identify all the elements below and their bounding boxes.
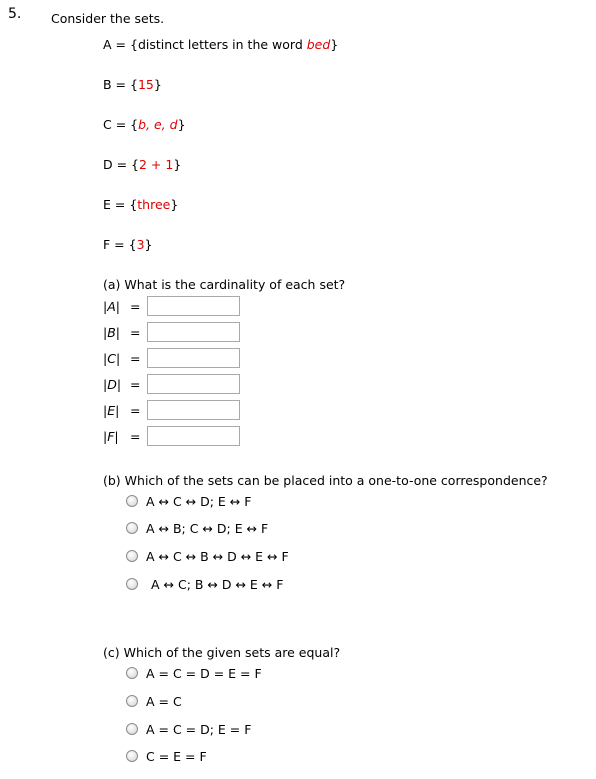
set-c-value: b, e, d (138, 117, 178, 132)
part-b-option-1: A ↔ C ↔ D; E ↔ F (146, 494, 252, 509)
set-d-suffix: } (173, 157, 182, 172)
cardinality-input-f[interactable] (147, 426, 240, 446)
cardinality-input-e[interactable] (147, 400, 240, 420)
part-c-option-2: A = C (146, 694, 182, 709)
cardinality-label-c: |C| (103, 351, 121, 366)
set-b-definition (103, 77, 162, 92)
set-b-value: 15 (137, 77, 154, 92)
cardinality-input-c[interactable] (147, 348, 240, 368)
cardinality-input-b[interactable] (147, 322, 240, 342)
part-c-radio-4[interactable] (126, 750, 138, 762)
part-c-option-4: C = E = F (146, 749, 207, 764)
set-d-prefix: D = { (103, 157, 139, 172)
set-e-prefix: E = { (103, 197, 138, 212)
equals-sign: = (130, 429, 141, 444)
set-a-value: bed (306, 37, 331, 52)
set-c-suffix: } (177, 117, 186, 132)
question-intro: Consider the sets. (51, 11, 165, 26)
cardinality-label-e: |E| (103, 403, 120, 418)
set-f-suffix: } (144, 237, 153, 252)
set-e-suffix: } (170, 197, 179, 212)
set-d-value: 2 + 1 (139, 157, 174, 172)
set-c-prefix: C = { (103, 117, 139, 132)
cardinality-input-a[interactable] (147, 296, 240, 316)
part-c-radio-3[interactable] (126, 723, 138, 735)
set-a-definition (103, 37, 338, 52)
cardinality-label-f: |F| (103, 429, 119, 444)
set-e-value: three (137, 197, 171, 212)
set-f-definition (103, 237, 152, 252)
part-a-prompt: (a) What is the cardinality of each set? (103, 277, 346, 292)
set-e-definition (103, 197, 178, 212)
equals-sign: = (130, 403, 141, 418)
set-a-suffix: } (330, 37, 339, 52)
set-b-prefix: B = { (103, 77, 138, 92)
part-c-option-1: A = C = D = E = F (146, 666, 262, 681)
set-d-definition (103, 157, 181, 172)
part-b-radio-3[interactable] (126, 550, 138, 562)
set-c-definition (103, 117, 186, 132)
part-b-option-3: A ↔ C ↔ B ↔ D ↔ E ↔ F (146, 549, 289, 564)
part-c-option-3: A = C = D; E = F (146, 722, 252, 737)
question-number: 5. (8, 6, 22, 22)
cardinality-label-a: |A| (103, 299, 120, 314)
set-f-value: 3 (136, 237, 145, 252)
part-c-prompt: (c) Which of the given sets are equal? (103, 645, 341, 660)
equals-sign: = (130, 351, 141, 366)
equals-sign: = (130, 299, 141, 314)
part-b-radio-2[interactable] (126, 522, 138, 534)
equals-sign: = (130, 377, 141, 392)
cardinality-label-d: |D| (103, 377, 122, 392)
set-a-prefix: A = { (103, 37, 138, 52)
cardinality-label-b: |B| (103, 325, 120, 340)
cardinality-input-d[interactable] (147, 374, 240, 394)
part-b-radio-1[interactable] (126, 495, 138, 507)
set-a-description: distinct letters in the word (137, 37, 307, 52)
set-f-prefix: F = { (103, 237, 137, 252)
set-b-suffix: } (153, 77, 162, 92)
part-c-radio-1[interactable] (126, 667, 138, 679)
part-c-radio-2[interactable] (126, 695, 138, 707)
equals-sign: = (130, 325, 141, 340)
part-b-option-4: A ↔ C; B ↔ D ↔ E ↔ F (151, 577, 284, 592)
part-b-option-2: A ↔ B; C ↔ D; E ↔ F (146, 521, 269, 536)
part-b-prompt: (b) Which of the sets can be placed into a one-to-one correspondence? (103, 473, 548, 488)
part-b-radio-4[interactable] (126, 578, 138, 590)
